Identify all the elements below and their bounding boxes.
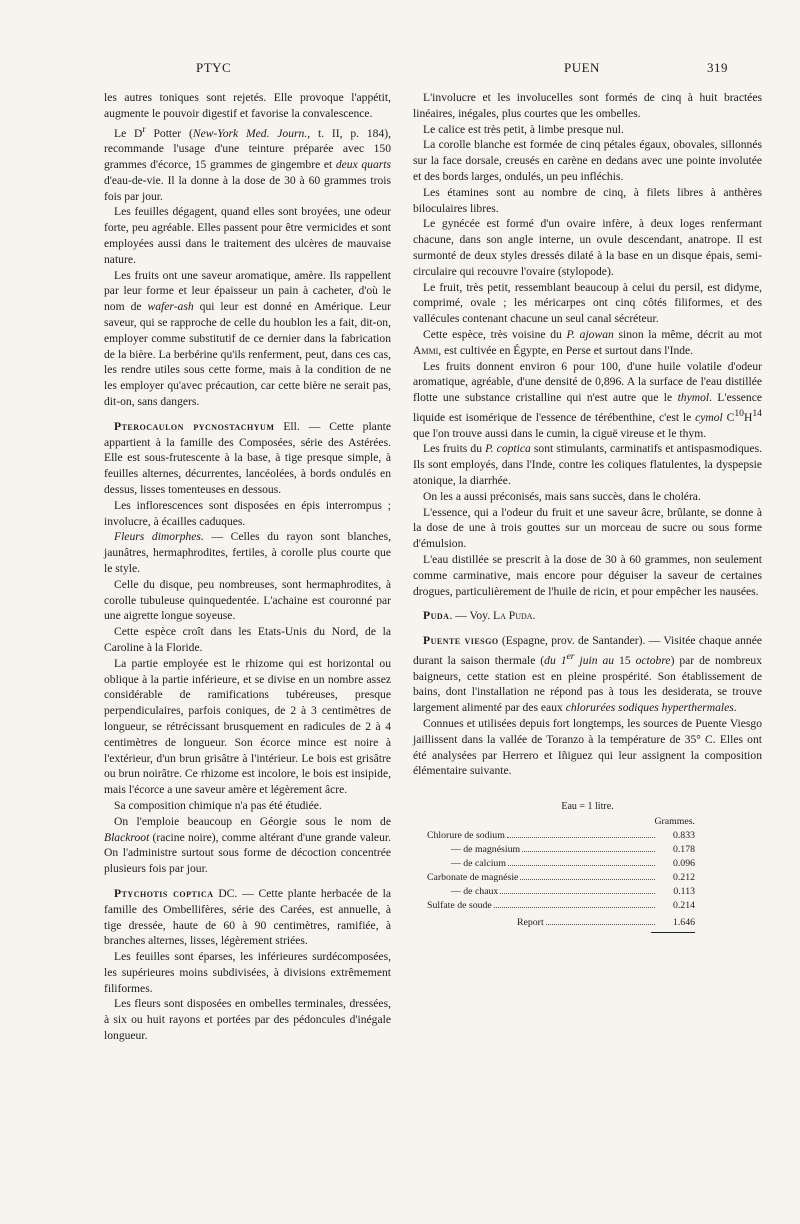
right-paragraph: Le fruit, très petit, ressemblant beaucoup à celui du persil, est didyme, comprimé, ovale ; les méricarpes ont cinq côtés filiformes, et des vallécules contenant chacune un seul canal sécréteur. [413,280,762,326]
table-row-value: 0.833 [672,829,695,841]
right-paragraph: Connues et utilisées depuis fort longtemps, les sources de Puente Viesgo jaillissent dans la vallée de Toranzo à la température de 35° C. Elles ont été analysées par Herrero et Iñiguez qui leur assignent la composition élémentaire suivante. [413,717,762,778]
table-row [427,871,695,885]
table-row-label: Carbonate de magnésie [427,871,519,883]
table-row-label: Sulfate de soude [427,899,492,911]
right-paragraph: Puda. — Voy. La Puda. [423,609,536,623]
left-paragraph: les autres toniques sont rejetés. Elle provoque l'appétit, augmente le pouvoir digestif et favorise la convalescence. [104,91,391,120]
table-row [427,885,695,899]
right-column-text [413,90,762,779]
running-header [96,60,760,82]
composition-table [427,815,695,933]
table-caption: Eau = 1 litre. [561,801,614,813]
table-unit: Grammes. [654,815,695,827]
right-paragraph: Les fruits donnent environ 6 pour 100, d'une huile volatile d'odeur aromatique, agréable, d'une densité de 0,896. A la surface de l'eau distillée flotte une substance cristalline qui n'est autre que le thymol. L'essence liquide est isomérique de l'essence de térébenthine, c'est le cymol $C^{10}H^{14}$ que l'on trouve aussi dans le cumin, la ciguë vireuse et le thym. [413,359,763,440]
header-left-word: PTYC [196,60,232,75]
table-row-value: 0.113 [673,885,695,897]
table-row [427,843,695,857]
table-row-label: Chlorure de sodium [427,829,505,841]
page-number: 319 [707,60,728,75]
right-paragraph: Puente viesgo (Espagne, prov. de Santander). — Visitée chaque année durant la saison thermale (du 1er juin au 15 octobre) par de nombreux baigneurs, cette station est en pleine prospérité. Son établissement de bains, dont l'installation ne répond pas à tous les desiderata, se trouve largement alimenté par des eaux chlorurées sodiques hyperthermales. [413,634,763,715]
table-row-label: — de chaux [451,885,499,897]
left-paragraph: Les feuilles sont éparses, les inférieures surdécomposées, les supérieures moins subdivisées, à divisions extrêmement filiformes. [104,950,391,995]
dot-leader [494,907,655,908]
left-paragraph: Pterocaulon pycnostachyum Ell. — Cette plante appartient à la famille des Composées, série des Astérées. Elle est sous-frutescente à la base, à tige presque simple, à feuilles alternes, décurrentes, lancéolées, à bords ondulés en dessus, lisses tomenteuses en dessous. [104,419,391,496]
left-paragraph: Sa composition chimique n'a pas été étudiée. [114,798,322,812]
table-row [427,857,695,871]
right-paragraph: On les a aussi préconisés, mais sans succès, dans le choléra. [423,489,701,503]
table-row-value: 0.214 [672,899,695,911]
left-paragraph: On l'emploie beaucoup en Géorgie sous le nom de Blackroot (racine noire), comme altérant d'une grande valeur. On l'administre surtout sous forme de décoction concentrée plusieurs fois par jour. [104,814,391,876]
table-row [427,899,695,913]
dot-leader [500,893,655,894]
table-total-value: 1.646 [672,916,695,928]
left-paragraph: Les inflorescences sont disposées en épis interrompus ; involucre, à écailles caduques. [104,498,391,528]
table-row-value: 0.212 [672,871,695,883]
table-rows [427,829,695,913]
header-right-word: PUEN [564,60,600,75]
left-paragraph: Les fleurs sont disposées en ombelles terminales, dressées, à six ou huit rayons et portées par des pédoncules d'inégale longueur. [104,997,391,1043]
dot-leader [520,879,655,880]
left-paragraph: Les fruits ont une saveur aromatique, amère. Ils rappellent par leur forme et leur épaisseur un pain à cacheter, d'où le nom de wafer-ash qui leur est donné en Amérique. Leur saveur, qui se rapproche de celle du houblon les a fait, dit-on, employer comme substitutif de ce dernier dans la fabrication de la bière. La berbérine qu'ils renferment, peut, dans ces cas, les rendre utiles sous cette forme, mais à la condition de ne les employer qu'avec précaution, car cette bière ne serait pas, dit-on, sans dangers. [104,268,391,408]
right-paragraph: Le calice est très petit, à limbe presque nul. [423,122,624,136]
table-row [427,829,695,843]
left-column [104,90,391,1044]
left-paragraph: La partie employée est le rhizome qui est horizontal ou oblique à la partie inférieure, et se divise en un nombre assez considérable de ramifications tubéreuses, presque perpendiculaires, parfois coniques, de 2 à 3 centimètres de longueur, se rétrécissant brusquement en radicules de 2 à 4 centimètres de longueur. Son écorce mince est noire à l'extérieur, d'un brun grisâtre à l'intérieur. Le bois est grisâtre ou brun noirâtre. Ce rhizome est incolore, le bois est insipide, mais l'écorce a une saveur amère et légèrement âcre. [104,656,391,797]
right-paragraph: L'eau distillée se prescrit à la dose de 30 à 60 grammes, non seulement comme carminative, mais encore pour déguiser la saveur de certaines drogues, particulièrement de l'huile de ricin, et pour empêcher les nausées. [413,552,762,598]
left-paragraph: Ptychotis coptica DC. — Cette plante herbacée de la famille des Ombellifères, série des Carées, est annuelle, à tige dressée, haute de 60 à 90 centimètres, ramifiée, à branches alternes, lisses, légèrement striées. [104,886,391,948]
table-total-label: Report [517,916,544,928]
total-rule [651,932,695,933]
right-column [413,90,762,933]
right-paragraph: L'essence, qui a l'odeur du fruit et une saveur âcre, brûlante, se donne à la dose de une à trois gouttes sur un morceau de sucre ou sous forme d'émulsion. [413,505,762,551]
table-row-label: — de calcium [451,857,506,869]
left-paragraph: Celle du disque, peu nombreuses, sont hermaphrodites, à corolle tubuleuse quinquedentée. L'achaine est couronné par une aigrette longue soyeuse. [104,577,391,623]
left-paragraph: Cette espèce croît dans les Etats-Unis du Nord, de la Caroline à la Floride. [104,625,391,654]
right-paragraph: Cette espèce, très voisine du P. ajowan sinon la même, décrit au mot Ammi, est cultivée en Égypte, en Perse et surtout dans l'Inde. [413,327,762,357]
dot-leader [546,924,655,925]
right-paragraph: L'involucre et les involucelles sont formés de cinq à huit bractées linéaires, inégales, plus courtes que les ombelles. [413,91,762,120]
dot-leader [507,837,655,838]
left-paragraph: Le $D^r$ Potter (New-York Med. Journ., t. II, p. 184), recommande l'usage d'une teinture préparée avec 150 grammes d'écorce, 15 grammes de gingembre et deux quarts d'eau-de-vie. Il la donne à la dose de 30 à 60 grammes trois fois par jour. [104,123,392,203]
table-total-row [427,916,695,930]
dot-leader [522,851,655,852]
table-row-label: — de magnésium [451,843,521,855]
right-paragraph: La corolle blanche est formée de cinq pétales égaux, obovales, sillonnés sur la face dorsale, creusés en carène en dedans avec une pointe involutée et des bords larges, ondulés, un peu infléchis. [413,138,762,183]
left-paragraph: Fleurs dimorphes. — Celles du rayon sont blanches, jaunâtres, hermaphrodites, fertiles, à corolle plus courte que le style. [104,530,391,575]
table-row-value: 0.178 [672,843,695,855]
right-paragraph: Les fruits du P. coptica sont stimulants, carminatifs et antispasmodiques. Ils sont employés, dans l'Inde, contre les coliques flatulentes, la dyspepsie atonique, la diarrhée. [413,442,762,487]
right-paragraph: Les étamines sont au nombre de cinq, à filets libres à anthères biloculaires libres. [413,185,762,215]
right-paragraph: Le gynécée est formé d'un ovaire infère, à deux loges renfermant chacune, dans son angle interne, un ovule descendant, anatrope. Il est surmonté de deux styles dressés dilaté à la base en un disque épais, semi-circulaire qui recouvre l'ovaire (stylopode). [413,217,762,278]
dot-leader [508,865,655,866]
table-row-value: 0.096 [672,857,695,869]
left-paragraph: Les feuilles dégagent, quand elles sont broyées, une odeur forte, peu agréable. Elles passent pour être vermicides et sont employées aussi dans le traitement des ulcères de mauvaise nature. [104,205,391,266]
